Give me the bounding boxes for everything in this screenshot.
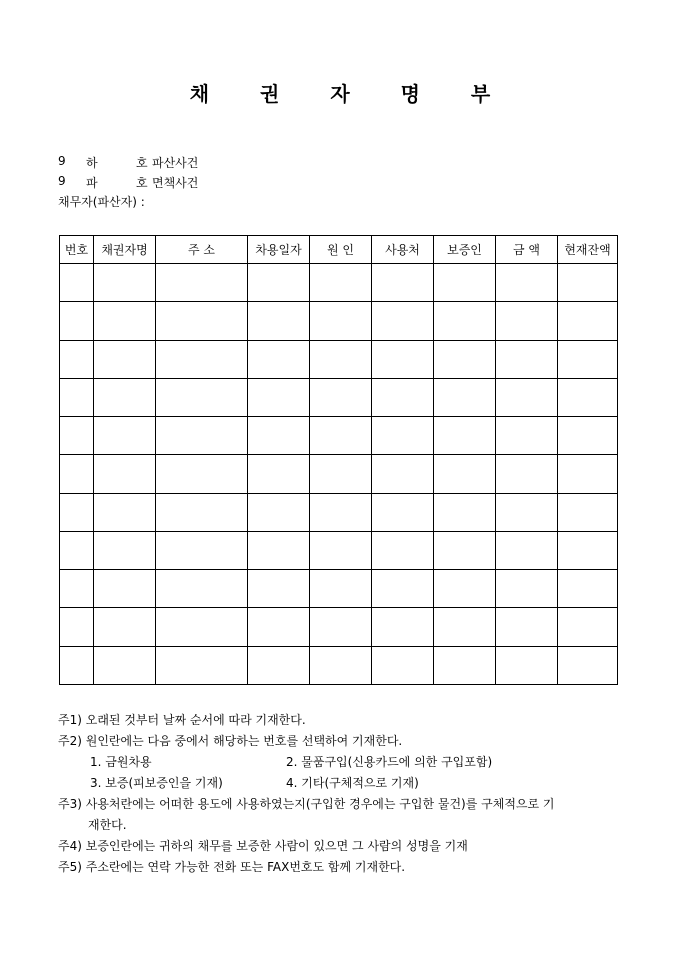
table-row [60, 608, 618, 646]
col-header-creditor-name: 채권자명 [94, 236, 156, 264]
notes-section [58, 710, 628, 878]
table-cell[interactable] [372, 264, 434, 302]
table-cell[interactable] [310, 340, 372, 378]
table-cell[interactable] [156, 493, 248, 531]
table-row [60, 378, 618, 416]
table-cell[interactable] [434, 302, 496, 340]
table-cell[interactable] [496, 302, 558, 340]
table-cell[interactable] [558, 340, 618, 378]
table-cell[interactable] [558, 646, 618, 684]
debtor-label: 채무자(파산자) : [58, 195, 145, 209]
table-cell[interactable] [248, 378, 310, 416]
col-header-borrow-date: 차용일자 [248, 236, 310, 264]
col-header-amount: 금 액 [496, 236, 558, 264]
note-2-options-b [58, 773, 628, 794]
table-row [60, 302, 618, 340]
table-cell[interactable] [434, 531, 496, 569]
table-cell[interactable] [156, 646, 248, 684]
table-cell[interactable] [94, 264, 156, 302]
table-cell[interactable] [310, 570, 372, 608]
case-year: 9 [58, 174, 66, 188]
table-cell[interactable] [558, 378, 618, 416]
table-cell[interactable] [248, 570, 310, 608]
table-cell[interactable] [372, 417, 434, 455]
table-cell[interactable] [310, 531, 372, 569]
table-cell[interactable] [372, 646, 434, 684]
table-cell[interactable] [60, 455, 94, 493]
table-row [60, 455, 618, 493]
table-cell[interactable] [156, 302, 248, 340]
table-cell[interactable] [60, 531, 94, 569]
table-cell[interactable] [248, 455, 310, 493]
case-type: 파 [86, 176, 98, 190]
table-cell[interactable] [156, 378, 248, 416]
table-cell[interactable] [310, 455, 372, 493]
table-cell[interactable] [496, 570, 558, 608]
table-cell[interactable] [310, 646, 372, 684]
table-cell[interactable] [248, 340, 310, 378]
table-cell[interactable] [94, 455, 156, 493]
col-header-current-balance: 현재잔액 [558, 236, 618, 264]
note-2-option-4: 4. 기타(구체적으로 기재) [286, 776, 419, 790]
note-3: 주3) 사용처란에는 어떠한 용도에 사용하였는지(구입한 경우에는 구입한 물건)를 구체적으로 기 [58, 797, 555, 811]
case-type: 하 [86, 156, 98, 170]
table-cell[interactable] [60, 378, 94, 416]
table-row [60, 264, 618, 302]
table-cell[interactable] [60, 570, 94, 608]
case-suffix: 호 [136, 156, 148, 170]
table-cell[interactable] [434, 417, 496, 455]
table-cell[interactable] [496, 531, 558, 569]
note-2-option-1: 1. 금원차용 [90, 755, 152, 769]
table-cell[interactable] [156, 608, 248, 646]
table-cell[interactable] [94, 570, 156, 608]
table-cell[interactable] [248, 531, 310, 569]
table-cell[interactable] [558, 608, 618, 646]
note-1: 주1) 오래된 것부터 날짜 순서에 따라 기재한다. [58, 713, 306, 727]
table-cell[interactable] [496, 608, 558, 646]
table-cell[interactable] [372, 493, 434, 531]
table-cell[interactable] [60, 302, 94, 340]
table-cell[interactable] [156, 570, 248, 608]
table-cell[interactable] [60, 417, 94, 455]
table-cell[interactable] [248, 264, 310, 302]
note-3-continued: 재한다. [88, 818, 127, 832]
table-cell[interactable] [434, 493, 496, 531]
table-cell[interactable] [496, 340, 558, 378]
table-cell[interactable] [496, 378, 558, 416]
table-cell[interactable] [496, 646, 558, 684]
col-header-number: 번호 [60, 236, 94, 264]
table-cell[interactable] [310, 302, 372, 340]
table-cell[interactable] [310, 493, 372, 531]
table-cell[interactable] [496, 493, 558, 531]
note-2: 주2) 원인란에는 다음 중에서 해당하는 번호를 선택하여 기재한다. [58, 734, 403, 748]
table-row [60, 646, 618, 684]
note-4: 주4) 보증인란에는 귀하의 채무를 보증한 사람이 있으면 그 사람의 성명을 기재 [58, 839, 468, 853]
table-cell[interactable] [60, 608, 94, 646]
col-header-cause: 원 인 [310, 236, 372, 264]
table-cell[interactable] [372, 302, 434, 340]
table-cell[interactable] [372, 608, 434, 646]
table-cell[interactable] [94, 608, 156, 646]
table-cell[interactable] [94, 493, 156, 531]
case-suffix: 호 [136, 176, 148, 190]
table-row [60, 570, 618, 608]
table-cell[interactable] [248, 646, 310, 684]
case-label: 파산사건 [152, 156, 199, 170]
table-cell[interactable] [558, 570, 618, 608]
table-cell[interactable] [434, 264, 496, 302]
table-cell[interactable] [248, 302, 310, 340]
table-cell[interactable] [434, 608, 496, 646]
table-cell[interactable] [434, 570, 496, 608]
creditor-table [59, 235, 618, 685]
table-cell[interactable] [60, 264, 94, 302]
table-cell[interactable] [434, 455, 496, 493]
table-cell[interactable] [94, 417, 156, 455]
table-cell[interactable] [558, 455, 618, 493]
note-2-option-3: 3. 보증(피보증인을 기재) [90, 776, 223, 790]
table-cell[interactable] [60, 646, 94, 684]
table-cell[interactable] [248, 608, 310, 646]
table-row [60, 340, 618, 378]
table-cell[interactable] [60, 493, 94, 531]
table-cell[interactable] [156, 417, 248, 455]
note-2-options-a [58, 752, 628, 773]
table-cell[interactable] [558, 493, 618, 531]
table-cell[interactable] [496, 417, 558, 455]
col-header-address: 주 소 [156, 236, 248, 264]
table-cell[interactable] [60, 340, 94, 378]
table-cell[interactable] [372, 340, 434, 378]
col-header-guarantor: 보증인 [434, 236, 496, 264]
table-cell[interactable] [94, 378, 156, 416]
table-cell[interactable] [94, 340, 156, 378]
table-row [60, 493, 618, 531]
table-cell[interactable] [310, 264, 372, 302]
note-5: 주5) 주소란에는 연락 가능한 전화 또는 FAX번호도 함께 기재한다. [58, 860, 406, 874]
table-cell[interactable] [156, 340, 248, 378]
table-cell[interactable] [372, 378, 434, 416]
case-year: 9 [58, 154, 66, 168]
table-cell[interactable] [94, 646, 156, 684]
table-cell[interactable] [156, 264, 248, 302]
table-cell[interactable] [94, 531, 156, 569]
table-cell[interactable] [434, 378, 496, 416]
table-row [60, 531, 618, 569]
case-label: 면책사건 [152, 176, 199, 190]
table-cell[interactable] [372, 455, 434, 493]
table-cell[interactable] [434, 340, 496, 378]
table-cell[interactable] [156, 455, 248, 493]
table-cell[interactable] [310, 378, 372, 416]
table-cell[interactable] [558, 531, 618, 569]
table-cell[interactable] [434, 646, 496, 684]
table-cell[interactable] [558, 302, 618, 340]
table-cell[interactable] [248, 493, 310, 531]
note-2-option-2: 2. 물품구입(신용카드에 의한 구입포함) [286, 755, 493, 769]
table-cell[interactable] [496, 264, 558, 302]
table-header-row [60, 236, 618, 264]
col-header-usage: 사용처 [372, 236, 434, 264]
table-cell[interactable] [496, 455, 558, 493]
table-cell[interactable] [558, 264, 618, 302]
table-cell[interactable] [248, 417, 310, 455]
table-cell[interactable] [310, 417, 372, 455]
document-title: 채 권 자 명 부 [189, 82, 513, 106]
table-cell[interactable] [310, 608, 372, 646]
table-cell[interactable] [372, 531, 434, 569]
table-row [60, 417, 618, 455]
table-cell[interactable] [156, 531, 248, 569]
table-cell[interactable] [372, 570, 434, 608]
table-cell[interactable] [94, 302, 156, 340]
table-cell[interactable] [558, 417, 618, 455]
